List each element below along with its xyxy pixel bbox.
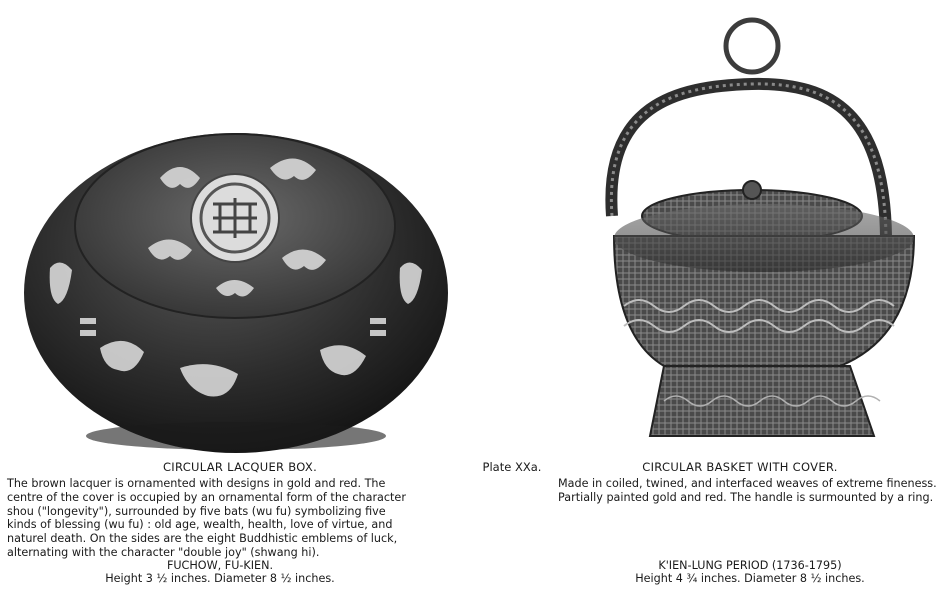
plate-label: Plate XXa.	[482, 460, 542, 474]
basket-title: CIRCULAR BASKET WITH COVER.	[642, 460, 838, 474]
basket-period: K'IEN-LUNG PERIOD (1736-1795)	[658, 559, 842, 572]
box-desc-line: The brown lacquer is ornamented with designs in gold and red. The	[7, 477, 386, 490]
box-place: FUCHOW, FU-KIEN.	[166, 559, 274, 572]
box-desc-line: kinds of blessing (wu fu) : old age, wealth, health, love of virtue, and	[7, 518, 393, 532]
box-dimensions: Height 3 ½ inches. Diameter 8 ½ inches.	[105, 572, 335, 585]
box-desc-line: naturel death. On the sides are the eight Buddhistic emblems of luck,	[7, 532, 398, 546]
basket-dimensions: Height 4 ¾ inches. Diameter 8 ½ inches.	[635, 572, 865, 585]
basket-photo	[584, 6, 924, 458]
basket-desc-line: Partially painted gold and red. The handle is surmounted by a ring.	[558, 490, 934, 504]
basket-desc-line: Made in coiled, twined, and interfaced weaves of extreme fineness.	[558, 477, 937, 490]
basket-description	[558, 477, 943, 505]
box-desc-line: alternating with the character "double joy" (shwang hi).	[7, 545, 320, 559]
lacquer-box-photo	[20, 118, 452, 456]
box-description	[7, 477, 427, 560]
box-desc-line: centre of the cover is occupied by an ornamental form of the character	[7, 490, 406, 504]
box-desc-line: shou ("longevity"), surrounded by five bats (wu fu) symbolizing five	[7, 504, 386, 518]
box-title: CIRCULAR LACQUER BOX.	[162, 460, 318, 474]
